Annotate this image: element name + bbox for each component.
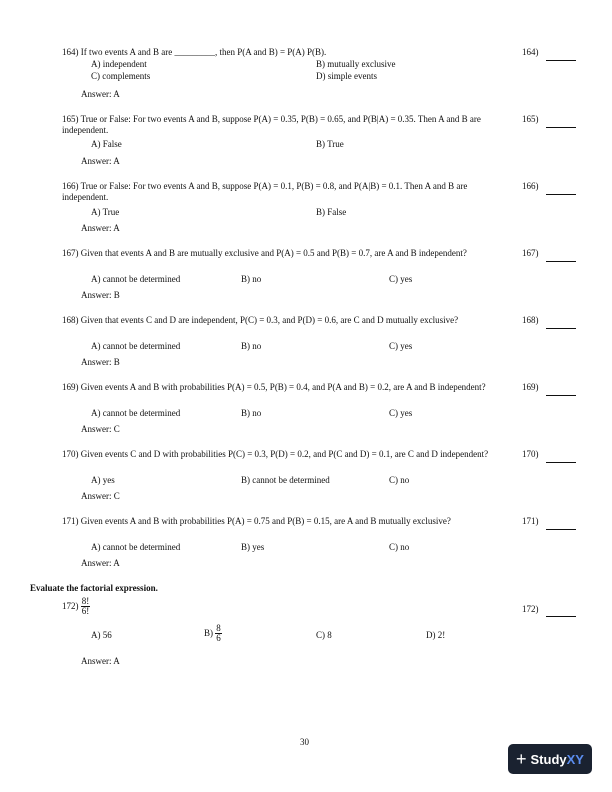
q170-answer-blank [546, 462, 576, 463]
question-165-stem: 165) True or False: For two events A and B, suppose P(A) = 0.35, P(B) = 0.65, and P(B|A) = 0.35. Then A and B are independent. [62, 114, 481, 135]
q166-option-a: A) True [91, 207, 120, 217]
q164-option-d: D) simple events [316, 71, 377, 81]
q172-option-d: D) 2! [426, 630, 446, 640]
q171-option-c: C) no [389, 542, 410, 552]
q172-side-number: 172) [522, 604, 539, 614]
logo-prefix: Study [530, 751, 567, 767]
q166-side-number: 166) [522, 181, 539, 191]
question-170-stem: 170) Given events C and D with probabilities P(C) = 0.3, P(D) = 0.2, and P(C and D) = 0.1, are C and D independent? [62, 449, 489, 459]
q167-option-a: A) cannot be determined [91, 274, 181, 284]
q172-option-b-label: B) [204, 628, 213, 638]
q171-answer-blank [546, 529, 576, 530]
q169-answer: Answer: C [81, 424, 120, 434]
q170-side-number: 170) [522, 449, 539, 459]
q169-option-c: C) yes [389, 408, 413, 418]
q171-option-b: B) yes [241, 542, 265, 552]
q172-fraction-numerator: 8! [81, 596, 90, 606]
q164-side-number: 164) [522, 47, 539, 57]
q170-answer: Answer: C [81, 491, 120, 501]
q164-answer-blank [546, 60, 576, 61]
q172-option-a: A) 56 [91, 630, 112, 640]
q171-option-a: A) cannot be determined [91, 542, 181, 552]
q172-option-c: C) 8 [316, 630, 332, 640]
q170-option-a: A) yes [91, 475, 115, 485]
q165-answer: Answer: A [81, 156, 120, 166]
q171-answer: Answer: A [81, 558, 120, 568]
q172-option-b [204, 624, 222, 643]
q172-number: 172) [62, 601, 79, 611]
question-166-stem: 166) True or False: For two events A and B, suppose P(A) = 0.1, P(B) = 0.8, and P(A|B) = 0.1. Then A and B are independent. [62, 181, 468, 202]
q168-side-number: 168) [522, 315, 539, 325]
q164-option-c: C) complements [91, 71, 151, 81]
q166-answer: Answer: A [81, 223, 120, 233]
section-heading: Evaluate the factorial expression. [30, 583, 158, 593]
q172-option-b-denominator: 6 [216, 633, 221, 643]
question-167-stem: 167) Given that events A and B are mutually exclusive and P(A) = 0.5 and P(B) = 0.7, are A and B independent? [62, 248, 467, 258]
q168-answer-blank [546, 328, 576, 329]
q172-answer: Answer: A [81, 656, 120, 666]
q167-option-c: C) yes [389, 274, 413, 284]
q170-option-b: B) cannot be determined [241, 475, 330, 485]
q165-side-number: 165) [522, 114, 539, 124]
q168-answer: Answer: B [81, 357, 120, 367]
q168-option-a: A) cannot be determined [91, 341, 181, 351]
q169-option-b: B) no [241, 408, 262, 418]
q166-answer-blank [546, 194, 576, 195]
q167-answer-blank [546, 261, 576, 262]
q167-answer: Answer: B [81, 290, 120, 300]
q164-answer: Answer: A [81, 89, 120, 99]
plus-icon: + [516, 749, 527, 769]
q170-option-c: C) no [389, 475, 410, 485]
q171-side-number: 171) [522, 516, 539, 526]
question-164-stem: 164) If two events A and B are _________, then P(A and B) = P(A) P(B). [62, 47, 327, 57]
question-168-stem: 168) Given that events C and D are independent, P(C) = 0.3, and P(D) = 0.6, are C and D mutually exclusive? [62, 315, 459, 325]
q172-option-b-numerator: 8 [216, 623, 221, 633]
q172-option-b-fraction [215, 624, 222, 643]
question-169-stem: 169) Given events A and B with probabilities P(A) = 0.5, P(B) = 0.4, and P(A and B) = 0.2, are A and B independent? [62, 382, 486, 392]
q172-answer-blank [546, 616, 576, 617]
q164-option-a: A) independent [91, 59, 147, 69]
question-171-stem: 171) Given events A and B with probabilities P(A) = 0.75 and P(B) = 0.15, are A and B mutually exclusive? [62, 516, 451, 526]
q168-option-c: C) yes [389, 341, 413, 351]
q164-option-b: B) mutually exclusive [316, 59, 396, 69]
studyxy-logo [508, 744, 592, 774]
page-number: 30 [300, 737, 309, 747]
question-172-stem [62, 597, 90, 616]
q172-fraction-denominator: 6! [81, 606, 90, 616]
q168-option-b: B) no [241, 341, 262, 351]
logo-accent: XY [566, 751, 584, 767]
q172-fraction [81, 597, 91, 616]
q166-option-b: B) False [316, 207, 347, 217]
q169-option-a: A) cannot be determined [91, 408, 181, 418]
q169-answer-blank [546, 395, 576, 396]
q169-side-number: 169) [522, 382, 539, 392]
q165-option-b: B) True [316, 139, 344, 149]
q167-side-number: 167) [522, 248, 539, 258]
q165-answer-blank [546, 127, 576, 128]
q165-option-a: A) False [91, 139, 122, 149]
q167-option-b: B) no [241, 274, 262, 284]
